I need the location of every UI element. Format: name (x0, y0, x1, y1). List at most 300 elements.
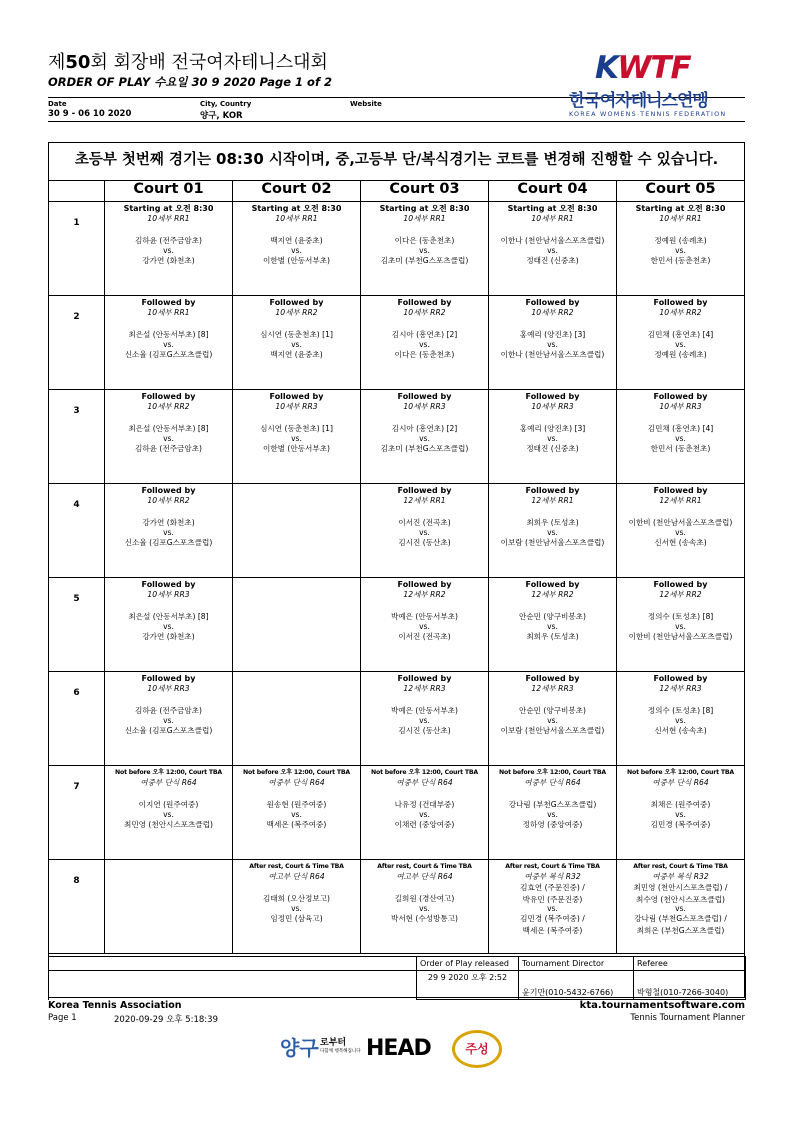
event-round: 12세부 RR2 (403, 590, 446, 599)
player-two: 강가연 (화천초) (142, 255, 195, 265)
versus-label: vs. (291, 433, 302, 443)
spacer (617, 694, 744, 705)
player-one: 김시아 (흥연초) [2] (391, 424, 458, 433)
versus-label: vs. (291, 903, 302, 913)
spacer (489, 506, 616, 517)
event-round: 10세부 RR2 (531, 308, 574, 317)
player-two: 김초미 (부천G스포츠클럽) (380, 255, 469, 265)
versus-label: vs. (547, 621, 558, 631)
event-round: 12세부 RR1 (531, 496, 574, 505)
event-round: 10세부 RR3 (275, 402, 318, 411)
match-schedule-note: After rest, Court & Time TBA (505, 863, 600, 870)
event-round: 10세부 RR3 (531, 402, 574, 411)
player-two: 김민경 (복주여중) / (520, 914, 585, 923)
row-number: 7 (49, 766, 105, 860)
match-schedule-note: Followed by (141, 486, 196, 495)
match-schedule-note: Starting at 오전 8:30 (251, 204, 342, 213)
event-round: 10세부 RR3 (147, 590, 190, 599)
event-round: 10세부 RR2 (147, 402, 190, 411)
event-round: 여중부 단식 R64 (396, 778, 453, 787)
match-schedule-note: After rest, Court & Time TBA (249, 863, 344, 870)
spacer (617, 788, 744, 799)
match-schedule-note: Followed by (269, 392, 324, 401)
player-one: 강나림 (부천G스포츠클럽) (508, 800, 597, 809)
city-value: 양구, KOR (200, 111, 243, 121)
versus-label: vs. (547, 245, 558, 255)
player-one: 김민채 (흥연초) [4] (647, 424, 714, 433)
match-cell (233, 202, 361, 296)
event-round: 10세부 RR1 (659, 214, 702, 223)
spacer (489, 600, 616, 611)
match-cell (105, 202, 233, 296)
match-cell (361, 390, 489, 484)
event-round: 여고부 단식 R64 (396, 872, 453, 881)
match-cell (105, 578, 233, 672)
event-round: 여중부 복식 R32 (652, 872, 709, 881)
player-two: 신서현 (송속초) (654, 537, 707, 547)
schedule-row (49, 672, 745, 766)
row-number: 5 (49, 578, 105, 672)
match-schedule-note: Followed by (141, 298, 196, 307)
match-cell (361, 296, 489, 390)
spacer (489, 694, 616, 705)
player-two: 이한별 (안동서부초) (262, 443, 331, 453)
versus-label: vs. (547, 339, 558, 349)
court-header: Court 05 (617, 181, 745, 202)
versus-label: vs. (163, 527, 174, 537)
match-cell (361, 484, 489, 578)
versus-label: vs. (547, 527, 558, 537)
player-two: 이서진 (전곡초) (398, 631, 451, 641)
match-schedule-note: Followed by (653, 674, 708, 683)
match-schedule-note: Followed by (141, 674, 196, 683)
versus-label: vs. (419, 715, 430, 725)
spacer (361, 882, 488, 893)
schedule-row (49, 578, 745, 672)
player-one: 김하윤 (전주금암초) (134, 236, 203, 245)
spacer (361, 412, 488, 423)
versus-label: vs. (675, 245, 686, 255)
spacer (105, 318, 232, 329)
match-cell (617, 296, 745, 390)
row-number: 4 (49, 484, 105, 578)
player-two: 김초미 (부천G스포츠클럽) (380, 443, 469, 453)
event-round: 여중부 단식 R64 (140, 778, 197, 787)
player-one: 최채은 (원주여중) (650, 800, 711, 809)
versus-label: vs. (547, 715, 558, 725)
spacer (233, 318, 360, 329)
versus-label: vs. (675, 621, 686, 631)
player-one: 백지연 (윤중초) (270, 236, 323, 245)
player-two: 백지연 (윤중초) (270, 349, 323, 359)
player-one: 박예은 (안동서부초) (390, 612, 459, 621)
versus-label: vs. (163, 245, 174, 255)
spacer (361, 318, 488, 329)
player-one: 김시아 (흥연초) [2] (391, 330, 458, 339)
match-schedule-note: Followed by (397, 486, 452, 495)
match-cell (105, 860, 233, 954)
match-cell (361, 766, 489, 860)
spacer (105, 412, 232, 423)
event-round: 12세부 RR3 (531, 684, 574, 693)
player-two: 신소율 (김포G스포츠클럽) (124, 725, 213, 735)
match-schedule-note: Followed by (397, 580, 452, 589)
versus-label: vs. (163, 715, 174, 725)
referee-label: Referee (634, 957, 746, 971)
print-timestamp: 2020-09-29 오후 5:18:39 (114, 1015, 218, 1025)
versus-label: vs. (419, 527, 430, 537)
match-schedule-note: Followed by (269, 298, 324, 307)
spacer (489, 318, 616, 329)
match-schedule-note: Followed by (525, 486, 580, 495)
player-one: 정의수 (토성초) [8] (647, 612, 714, 621)
event-round: 12세부 RR1 (659, 496, 702, 505)
versus-label: vs. (419, 433, 430, 443)
spacer (489, 412, 616, 423)
event-round: 10세부 RR3 (659, 402, 702, 411)
match-cell (617, 484, 745, 578)
site-url[interactable]: kta.tournamentsoftware.com (579, 1000, 745, 1011)
player-one: 최희우 (토성초) (526, 518, 579, 527)
event-round: 10세부 RR2 (403, 308, 446, 317)
player-one: 김효연 (주문진중) / (520, 883, 585, 892)
match-cell (489, 578, 617, 672)
match-cell (361, 202, 489, 296)
match-schedule-note: Followed by (653, 580, 708, 589)
versus-label: vs. (163, 433, 174, 443)
match-schedule-note: Followed by (525, 298, 580, 307)
match-schedule-note: Followed by (653, 486, 708, 495)
match-schedule-note: After rest, Court & Time TBA (633, 863, 728, 870)
schedule-row (49, 766, 745, 860)
versus-label: vs. (419, 339, 430, 349)
player-one: 정예원 (송례초) (654, 236, 707, 245)
kwtf-logo: KWTF 한국여자테니스연맹 KOREA WOMENS TENNIS FEDERATION (569, 50, 727, 118)
match-cell (105, 296, 233, 390)
head-logo: HEAD (366, 1036, 431, 1061)
player-two: 김시진 (동산초) (398, 537, 451, 547)
match-cell (489, 390, 617, 484)
order-of-play-subtitle: ORDER OF PLAY 수요일 30 9 2020 Page 1 of 2 (48, 75, 332, 89)
jusung-logo: 주성 (452, 1030, 502, 1068)
event-round: 10세부 RR2 (275, 308, 318, 317)
spacer (617, 318, 744, 329)
match-cell (617, 672, 745, 766)
player-two: 정하영 (중앙여중) (522, 819, 583, 829)
player-one: 홍예리 (양진초) [3] (519, 424, 586, 433)
match-schedule-note: Followed by (525, 392, 580, 401)
spacer (105, 224, 232, 235)
release-info-table (48, 956, 746, 1000)
event-round: 12세부 RR2 (659, 590, 702, 599)
player-two: 이채련 (중앙여중) (394, 819, 455, 829)
court-header: Court 03 (361, 181, 489, 202)
player-one: 심시연 (동춘천초) [1] (260, 330, 333, 339)
match-schedule-note: Not before 오후 12:00, Court TBA (115, 769, 222, 776)
row-number: 2 (49, 296, 105, 390)
spacer (233, 412, 360, 423)
match-cell (489, 202, 617, 296)
spacer (233, 882, 360, 893)
spacer (617, 506, 744, 517)
match-cell (489, 484, 617, 578)
spacer (105, 506, 232, 517)
match-cell (489, 672, 617, 766)
versus-label: vs. (163, 339, 174, 349)
match-schedule-note: Not before 오후 12:00, Court TBA (627, 769, 734, 776)
versus-label: vs. (675, 715, 686, 725)
match-cell (617, 390, 745, 484)
match-cell (105, 766, 233, 860)
match-cell (489, 766, 617, 860)
court-header: Court 02 (233, 181, 361, 202)
player-two: 정태진 (신중초) (526, 443, 579, 453)
event-round: 12세부 RR3 (659, 684, 702, 693)
match-cell (617, 860, 745, 954)
event-round: 10세부 RR1 (531, 214, 574, 223)
versus-label: vs. (675, 809, 686, 819)
planner-name: Tennis Tournament Planner (630, 1013, 745, 1023)
event-round: 10세부 RR1 (147, 214, 190, 223)
match-cell (233, 296, 361, 390)
player-one: 김민채 (흥연초) [4] (647, 330, 714, 339)
versus-label: vs. (547, 433, 558, 443)
director-value: 윤기만(010-5432-6766) (519, 971, 634, 1000)
event-round: 여중부 단식 R64 (524, 778, 581, 787)
player-one: 김태희 (오산정보고) (262, 894, 331, 903)
player-two: 김시진 (동산초) (398, 725, 451, 735)
player-one: 홍예리 (양진초) [3] (519, 330, 586, 339)
player-two: 이한나 (천안남서울스포츠클럽) (500, 349, 605, 359)
player-two: 한민서 (동춘천초) (650, 255, 711, 265)
spacer (105, 788, 232, 799)
match-cell (105, 484, 233, 578)
versus-label: vs. (291, 339, 302, 349)
row-number-header (49, 181, 105, 202)
referee-value: 박형철(010-7266-3040) (634, 971, 746, 1000)
event-round: 여중부 복식 R32 (524, 872, 581, 881)
match-cell (233, 672, 361, 766)
player-two: 이보람 (천안남서울스포츠클럽) (500, 725, 605, 735)
match-cell (361, 578, 489, 672)
website-label: Website (350, 100, 382, 108)
spacer (489, 224, 616, 235)
spacer (617, 412, 744, 423)
player-two: 이다은 (동춘천초) (394, 349, 455, 359)
court-header-row (49, 181, 745, 202)
match-schedule-note: Followed by (525, 674, 580, 683)
event-round: 10세부 RR1 (147, 308, 190, 317)
row-number: 6 (49, 672, 105, 766)
player-two: 신서현 (송속초) (654, 725, 707, 735)
player-one: 나유정 (건대부중) (394, 800, 455, 809)
event-round: 여중부 단식 R64 (268, 778, 325, 787)
event-round: 12세부 RR2 (531, 590, 574, 599)
yanggu-logo: 양구 로부터 다함께 행복해집니다 (280, 1036, 361, 1060)
versus-label: vs. (675, 904, 686, 913)
versus-label: vs. (419, 245, 430, 255)
tournament-title: 제50회 회장배 전국여자테니스대회 (48, 52, 328, 73)
schedule-row (49, 296, 745, 390)
player-one: 김하윤 (전주금암초) (134, 706, 203, 715)
player-one: 강가연 (화천초) (142, 518, 195, 527)
player-one: 이다은 (동춘천초) (394, 236, 455, 245)
schedule-row (49, 390, 745, 484)
match-cell (361, 672, 489, 766)
match-cell (617, 578, 745, 672)
event-round: 12세부 RR3 (403, 684, 446, 693)
player-two: 임정민 (삼육고) (270, 913, 323, 923)
match-schedule-note: Starting at 오전 8:30 (379, 204, 470, 213)
player-one: 이한나 (천안남서울스포츠클럽) (500, 236, 605, 245)
spacer (233, 224, 360, 235)
versus-label: vs. (675, 339, 686, 349)
player-one: 최민영 (천안시스포츠클럽) / (633, 883, 728, 892)
date-label: Date (48, 100, 67, 108)
match-schedule-note: Followed by (653, 298, 708, 307)
event-round: 10세부 RR2 (147, 496, 190, 505)
versus-label: vs. (547, 904, 558, 913)
player-one: 이지연 (원주여중) (138, 800, 199, 809)
player-one: 정의수 (토성초) [8] (647, 706, 714, 715)
player-two: 이한별 (안동서부초) (262, 255, 331, 265)
association-name: Korea Tennis Association (48, 1000, 182, 1011)
match-cell (233, 390, 361, 484)
match-schedule-note: Followed by (397, 392, 452, 401)
city-label: City, Country (200, 100, 252, 108)
player-two: 김하윤 (전주금암초) (134, 443, 203, 453)
match-schedule-note: Starting at 오전 8:30 (123, 204, 214, 213)
match-cell (233, 860, 361, 954)
versus-label: vs. (675, 527, 686, 537)
start-time-banner: 초등부 첫번째 경기는 08:30 시작이며, 중,고등부 단/복식경기는 코트를 변경해 진행할 수 있습니다. (74, 150, 719, 168)
versus-label: vs. (419, 621, 430, 631)
player-one: 최은설 (안동서부초) [8] (128, 424, 209, 433)
event-round: 10세부 RR1 (275, 214, 318, 223)
spacer (361, 224, 488, 235)
spacer (361, 788, 488, 799)
match-cell (105, 672, 233, 766)
event-round: 10세부 RR2 (659, 308, 702, 317)
match-schedule-note: Followed by (525, 580, 580, 589)
player-two: 최민영 (천안시스포츠클럽) (123, 819, 214, 829)
match-schedule-note: After rest, Court & Time TBA (377, 863, 472, 870)
player-two: 이한비 (천안남서울스포츠클럽) (628, 631, 733, 641)
versus-label: vs. (291, 809, 302, 819)
player-one: 원송현 (원주여중) (266, 800, 327, 809)
match-cell (361, 860, 489, 954)
event-round: 10세부 RR3 (147, 684, 190, 693)
player-two: 강나림 (부천G스포츠클럽) / (634, 914, 727, 923)
court-header: Court 04 (489, 181, 617, 202)
player-one-partner: 박유민 (주문진중) (522, 894, 583, 904)
versus-label: vs. (419, 809, 430, 819)
player-one: 이한비 (천안남서울스포츠클럽) (628, 518, 733, 527)
match-schedule-note: Starting at 오전 8:30 (635, 204, 726, 213)
match-schedule-note: Followed by (397, 298, 452, 307)
event-round: 12세부 RR1 (403, 496, 446, 505)
player-two: 박서현 (수성방통고) (390, 913, 459, 923)
row-number: 3 (49, 390, 105, 484)
match-cell (233, 766, 361, 860)
player-one-partner: 최수영 (천안시스포츠클럽) (635, 894, 726, 904)
player-two-partner: 최희온 (부천G스포츠클럽) (636, 925, 725, 935)
date-value: 30 9 - 06 10 2020 (48, 109, 132, 119)
player-two: 이보람 (천안남서울스포츠클럽) (500, 537, 605, 547)
versus-label: vs. (547, 809, 558, 819)
player-two: 한민서 (동춘천초) (650, 443, 711, 453)
schedule-row (49, 484, 745, 578)
player-one: 최은설 (안동서부초) [8] (128, 612, 209, 621)
match-cell (617, 766, 745, 860)
event-round: 10세부 RR1 (403, 214, 446, 223)
match-schedule-note: Followed by (397, 674, 452, 683)
player-one: 안순민 (양구비봉초) (518, 706, 587, 715)
director-label: Tournament Director (519, 957, 634, 971)
released-value: 29 9 2020 오후 2:52 (417, 971, 519, 1000)
spacer (233, 788, 360, 799)
versus-label: vs. (291, 245, 302, 255)
spacer (489, 788, 616, 799)
match-cell (489, 296, 617, 390)
spacer (617, 600, 744, 611)
player-two-partner: 백세온 (복주여중) (522, 925, 583, 935)
spacer (105, 600, 232, 611)
row-number: 8 (49, 860, 105, 954)
player-one: 이서진 (전곡초) (398, 518, 451, 527)
player-two: 백세온 (복주여중) (266, 819, 327, 829)
versus-label: vs. (675, 433, 686, 443)
player-one: 길희원 (경산여고) (394, 894, 455, 903)
player-two: 신소율 (김포G스포츠클럽) (124, 349, 213, 359)
player-one: 안순민 (양구비봉초) (518, 612, 587, 621)
player-two: 정예원 (송례초) (654, 349, 707, 359)
match-schedule-note: Followed by (141, 580, 196, 589)
match-cell (617, 202, 745, 296)
schedule-row (49, 860, 745, 954)
player-two: 김민경 (복주여중) (650, 819, 711, 829)
sponsor-logos (280, 1030, 520, 1070)
match-schedule-note: Not before 오후 12:00, Court TBA (243, 769, 350, 776)
match-schedule-note: Not before 오후 12:00, Court TBA (499, 769, 606, 776)
player-two: 강가연 (화천초) (142, 631, 195, 641)
match-cell (233, 578, 361, 672)
spacer (361, 600, 488, 611)
player-two: 최희우 (토성초) (526, 631, 579, 641)
player-one: 최은설 (안동서부초) [8] (128, 330, 209, 339)
schedule-table (48, 180, 745, 954)
event-round: 여고부 단식 R64 (268, 872, 325, 881)
match-schedule-note: Followed by (141, 392, 196, 401)
match-cell (489, 860, 617, 954)
match-cell (105, 390, 233, 484)
player-one: 박예은 (안동서부초) (390, 706, 459, 715)
match-schedule-note: Followed by (653, 392, 708, 401)
match-cell (233, 484, 361, 578)
event-round: 10세부 RR3 (403, 402, 446, 411)
spacer (105, 694, 232, 705)
event-round: 여중부 단식 R64 (652, 778, 709, 787)
player-two: 정태진 (신중초) (526, 255, 579, 265)
versus-label: vs. (163, 621, 174, 631)
schedule-row (49, 202, 745, 296)
released-label: Order of Play released (417, 957, 519, 971)
match-schedule-note: Not before 오후 12:00, Court TBA (371, 769, 478, 776)
versus-label: vs. (163, 809, 174, 819)
page-number: Page 1 (48, 1013, 77, 1023)
match-schedule-note: Starting at 오전 8:30 (507, 204, 598, 213)
spacer (361, 506, 488, 517)
